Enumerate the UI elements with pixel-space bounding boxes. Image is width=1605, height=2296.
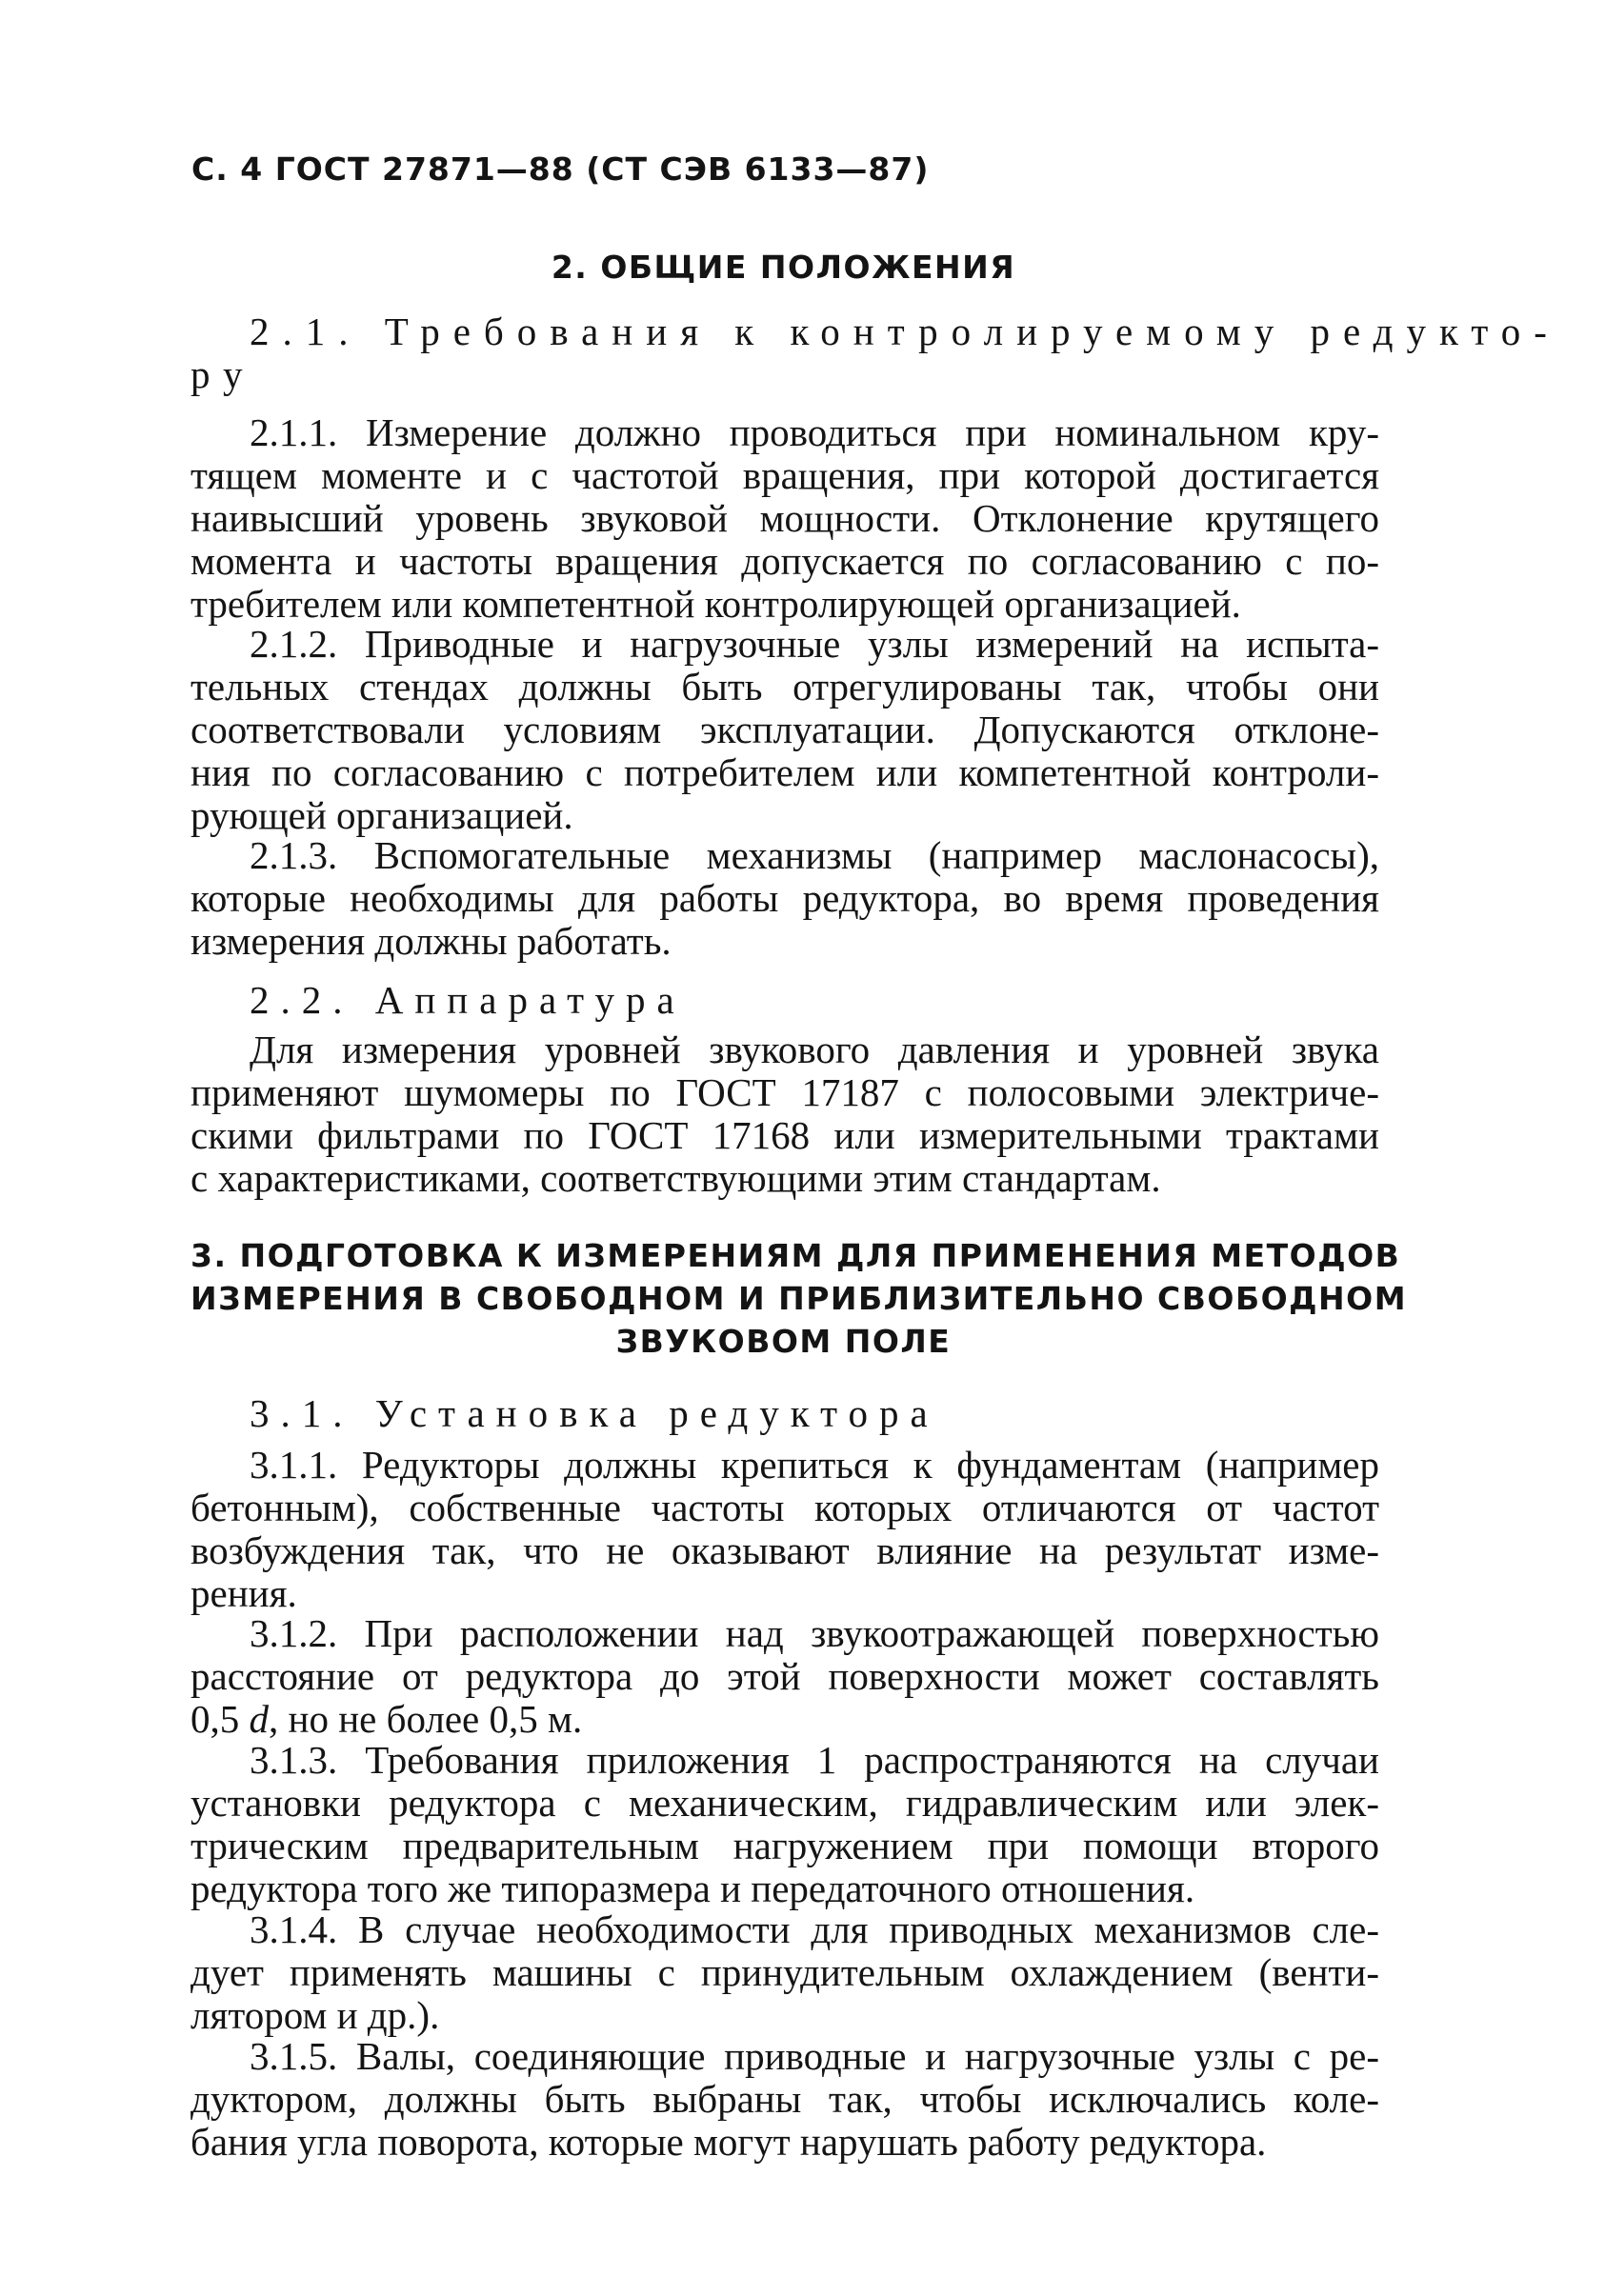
text-fragment: 0,5 [191,1697,250,1741]
paragraph-2-2 [191,1028,1379,1200]
text-line: 3.1.3. Требования приложения 1 распространяются на случаи [250,1738,1379,1782]
text-fragment: , но не более 0,5 м. [269,1697,583,1741]
subsection-2-1-heading [191,309,1560,396]
text-line: дует применять машины с принудительным охлаждением (венти- [191,1950,1379,1994]
text-line: измерения должны работать. [191,919,672,963]
text-line: 2.1.1. Измерение должно проводиться при номинальном кру- [250,410,1379,454]
paragraph-3-1-2 [191,1612,1379,1741]
paragraph-2-1-1 [191,411,1379,626]
text-line: тельных стендах должны быть отрегулированы так, чтобы они [191,665,1379,709]
text-line [191,1698,1379,1741]
subsection-2-2-line: 2.2. Аппаратура [250,978,686,1022]
text-line: с характеристиками, соответствующими этим стандартам. [191,1156,1161,1200]
text-line: 3.1.1. Редукторы должны крепиться к фундаментам (например [250,1443,1379,1487]
text-line: рения. [191,1571,297,1615]
text-line: редуктора того же типоразмера и передаточного отношения. [191,1867,1195,1910]
paragraph-3-1-3 [191,1739,1379,1910]
subsection-2-1-line: 2.1. Требования к контролируемому редукто- [250,309,1560,353]
paragraph-2-1-2 [191,623,1379,837]
paragraph-3-1-1 [191,1444,1379,1615]
section-3-title-line: ИЗМЕРЕНИЯ В СВОБОДНОМ И ПРИБЛИЗИТЕЛЬНО СВОБОДНОМ [191,1280,1408,1317]
text-line: бания угла поворота, которые могут нарушать работу редуктора. [191,2120,1267,2164]
text-line: ния по согласованию с потребителем или компетентной контроли- [191,750,1379,794]
text-line: применяют шумомеры по ГОСТ 17187 с полосовыми электриче- [191,1070,1379,1114]
text-line: возбуждения так, что не оказывают влияние на результат изме- [191,1528,1379,1572]
text-line: 3.1.5. Валы, соединяющие приводные и нагрузочные узлы с ре- [250,2034,1379,2078]
text-line: которые необходимы для работы редуктора, во время проведения [191,876,1379,920]
text-line: установки редуктора с механическим, гидравлическим или элек- [191,1781,1379,1825]
text-line: трическим предварительным нагружением при помощи второго [191,1824,1379,1867]
text-line: момента и частоты вращения допускается по согласованию с по- [191,539,1379,583]
section-3-title-line: 3. ПОДГОТОВКА К ИЗМЕРЕНИЯМ ДЛЯ ПРИМЕНЕНИЯ МЕТОДОВ [191,1237,1401,1274]
text-line: 2.1.2. Приводные и нагрузочные узлы измерений на испыта- [250,622,1379,666]
text-line: дуктором, должны быть выбраны так, чтобы исключались коле- [191,2077,1379,2121]
running-header: С. 4 ГОСТ 27871—88 (СТ СЭВ 6133—87) [191,150,930,188]
paragraph-3-1-4 [191,1908,1379,2037]
subsection-3-1-line: 3.1. Установка редуктора [250,1391,939,1435]
text-line: тящем моменте и с частотой вращения, при которой достигается [191,453,1379,497]
subsection-2-1-line: ру [191,352,256,396]
subsection-3-1-heading [191,1392,1379,1435]
section-3-title [191,1234,1408,1363]
paragraph-2-1-3 [191,834,1379,963]
text-line: лятором и др.). [191,1993,440,2037]
text-line: соответствовали условиям эксплуатации. Допускаются отклоне- [191,708,1379,751]
text-line: рующей организацией. [191,793,573,837]
section-2-title [191,246,1376,289]
text-line: наивысший уровень звуковой мощности. Отклонение крутящего [191,496,1379,540]
text-line: Для измерения уровней звукового давления и уровней звука [250,1028,1379,1071]
text-line: 3.1.2. При расположении над звукоотражающей поверхностью [250,1611,1379,1655]
text-line: 3.1.4. В случае необходимости для приводных механизмов сле- [250,1907,1379,1951]
section-3-title-line: ЗВУКОВОМ ПОЛЕ [615,1323,952,1360]
variable-d: d [249,1697,269,1741]
paragraph-3-1-5 [191,2035,1379,2164]
text-line: бетонным), собственные частоты которых отличаются от частот [191,1486,1379,1529]
text-line: расстояние от редуктора до этой поверхности может составлять [191,1654,1379,1698]
subsection-2-2-heading [191,979,1379,1022]
text-line: 2.1.3. Вспомогательные механизмы (например маслонасосы), [250,833,1379,877]
text-line: скими фильтрами по ГОСТ 17168 или измерительными трактами [191,1113,1379,1157]
section-2-title-text: 2. ОБЩИЕ ПОЛОЖЕНИЯ [551,249,1016,286]
text-line: требителем или компетентной контролирующей организацией. [191,582,1241,626]
